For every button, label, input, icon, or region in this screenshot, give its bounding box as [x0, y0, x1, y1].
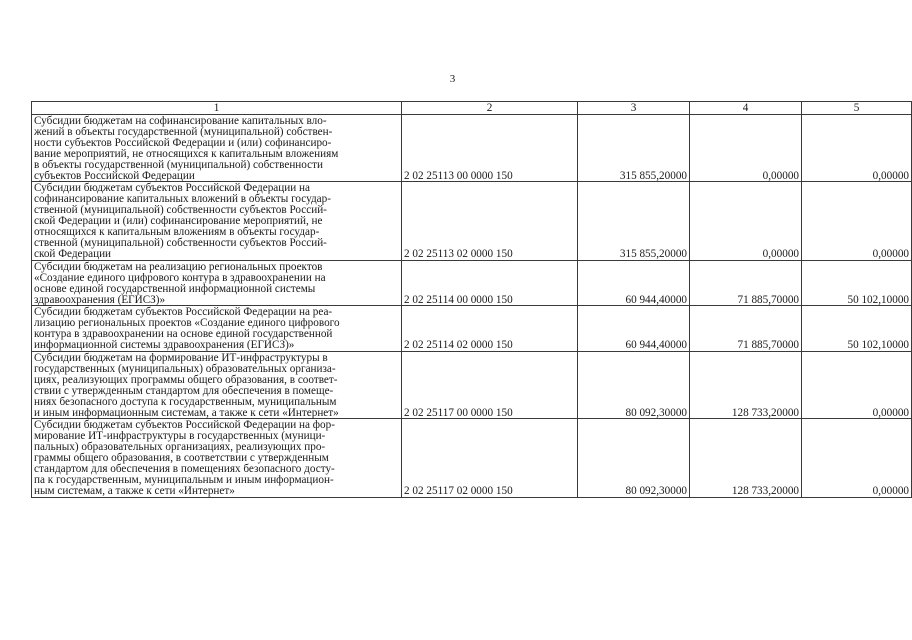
amount-col5-cell: 0,00000: [802, 115, 912, 182]
amount-col5-cell: 50 102,10000: [802, 306, 912, 352]
revenue-name-line: здравоохранения (ЕГИСЗ)»: [34, 293, 166, 306]
table-header-row: [32, 102, 912, 115]
amount-col4-cell: 128 733,20000: [690, 352, 802, 419]
amount-col5-cell: 50 102,10000: [802, 260, 912, 306]
revenue-name-line: субъектов Российской Федерации: [34, 169, 195, 182]
budget-code-cell: 2 02 25117 02 0000 150: [402, 419, 578, 497]
revenue-name-line: пальных) образовательных организациях, реализующих про-: [34, 441, 326, 454]
amount-col4-cell: 128 733,20000: [690, 419, 802, 497]
revenue-name-line: Субсидии бюджетам на реализацию региональных проектов: [34, 260, 323, 273]
budget-code-cell: 2 02 25113 02 0000 150: [402, 182, 578, 260]
revenue-name-line: основе единой государственной информационной системы: [34, 282, 316, 295]
revenue-name-line: ности субъектов Российской Федерации и (или) софинансиро-: [34, 136, 332, 149]
revenue-name-line: софинансирование капитальных вложений в объекты государ-: [34, 193, 331, 206]
amount-col5-cell: 0,00000: [802, 182, 912, 260]
amount-col5-cell: 0,00000: [802, 419, 912, 497]
revenue-name-line: относящихся к капитальным вложениям в объекты государ-: [34, 226, 320, 239]
revenue-name-line: Субсидии бюджетам субъектов Российской Федерации на: [34, 182, 310, 195]
revenue-name-line: информационной системы здравоохранения (ЕГИСЗ)»: [34, 339, 295, 352]
table-row: [32, 115, 912, 182]
amount-col4-cell: 71 885,70000: [690, 260, 802, 306]
amount-col3-cell: 315 855,20000: [578, 182, 690, 260]
revenue-name-line: государственных (муниципальных) образовательных организа-: [34, 362, 336, 375]
revenue-name-line: па к государственным, муниципальным и иным информацион-: [34, 474, 334, 486]
revenue-name-line: контура в здравоохранении на основе единой государственной: [34, 328, 333, 341]
amount-col4-cell: 0,00000: [690, 182, 802, 260]
revenue-name-line: ской Федерации: [34, 247, 112, 260]
revenue-name-line: «Создание единого цифрового контура в здравоохранении на: [34, 271, 326, 284]
revenue-name-line: и иным информационным системам, а также к сети «Интернет»: [34, 406, 339, 419]
budget-code-cell: 2 02 25113 00 0000 150: [402, 115, 578, 182]
table-row: [32, 419, 912, 497]
revenue-name-line: Субсидии бюджетам субъектов Российской Федерации на реа-: [34, 306, 333, 319]
revenue-name-line: ственной (муниципальной) собственности субъектов Россий-: [34, 236, 327, 249]
revenue-name-cell: [32, 115, 402, 182]
revenue-name-line: жений в объекты государственной (муниципальной) собствен-: [34, 125, 333, 138]
table-row: [32, 352, 912, 419]
amount-col3-cell: 60 944,40000: [578, 260, 690, 306]
table-row: [32, 182, 912, 260]
revenue-name-line: мирование ИТ-инфраструктуры в государственных (муници-: [34, 430, 326, 443]
budget-code-cell: 2 02 25117 00 0000 150: [402, 352, 578, 419]
table-row: [32, 306, 912, 352]
table-row: [32, 260, 912, 306]
column-header: 4: [690, 102, 802, 115]
revenue-name-line: стандартом для обеспечения в помещениях безопасного досту-: [34, 463, 335, 476]
revenue-name-line: в объекты государственной (муниципальной) собственности: [34, 158, 324, 171]
revenue-name-cell: [32, 182, 402, 260]
amount-col3-cell: 60 944,40000: [578, 306, 690, 352]
amount-col3-cell: 80 092,30000: [578, 419, 690, 497]
revenue-name-cell: [32, 419, 402, 497]
budget-revenue-table: [31, 101, 912, 498]
revenue-name-line: лизацию региональных проектов «Создание единого цифрового: [34, 317, 340, 330]
column-header: 5: [802, 102, 912, 115]
revenue-name-line: вание мероприятий, не относящихся к капитальным вложениям: [34, 147, 339, 160]
revenue-name-line: циях, реализующих программы общего образования, в соответ-: [34, 373, 338, 386]
budget-code-cell: 2 02 25114 00 0000 150: [402, 260, 578, 306]
revenue-name-line: ным системам, а также к сети «Интернет»: [34, 484, 235, 497]
revenue-name-line: ствии с утвержденным стандартом для обеспечения в помеще-: [34, 384, 334, 397]
revenue-name-line: ственной (муниципальной) собственности субъектов Россий-: [34, 204, 327, 217]
column-header: 1: [32, 102, 402, 115]
amount-col4-cell: 71 885,70000: [690, 306, 802, 352]
revenue-name-line: ской Федерации и (или) софинансирование мероприятий, не: [34, 215, 323, 228]
revenue-name-line: Субсидии бюджетам субъектов Российской Федерации на фор-: [34, 419, 335, 432]
revenue-name-line: Субсидии бюджетам на софинансирование капитальных вло-: [34, 115, 327, 127]
revenue-name-cell: [32, 260, 402, 306]
amount-col3-cell: 80 092,30000: [578, 352, 690, 419]
amount-col3-cell: 315 855,20000: [578, 115, 690, 182]
revenue-name-cell: [32, 306, 402, 352]
revenue-name-cell: [32, 352, 402, 419]
budget-code-cell: 2 02 25114 02 0000 150: [402, 306, 578, 352]
amount-col5-cell: 0,00000: [802, 352, 912, 419]
amount-col4-cell: 0,00000: [690, 115, 802, 182]
page-number: 3: [449, 73, 456, 85]
column-header: 2: [402, 102, 578, 115]
revenue-name-line: граммы общего образования, в соответствии с утвержденным: [34, 452, 329, 465]
column-header: 3: [578, 102, 690, 115]
revenue-name-line: ниях безопасного доступа к государственным, муниципальным: [34, 395, 337, 408]
revenue-name-line: Субсидии бюджетам на формирование ИТ-инфраструктуры в: [34, 352, 328, 365]
